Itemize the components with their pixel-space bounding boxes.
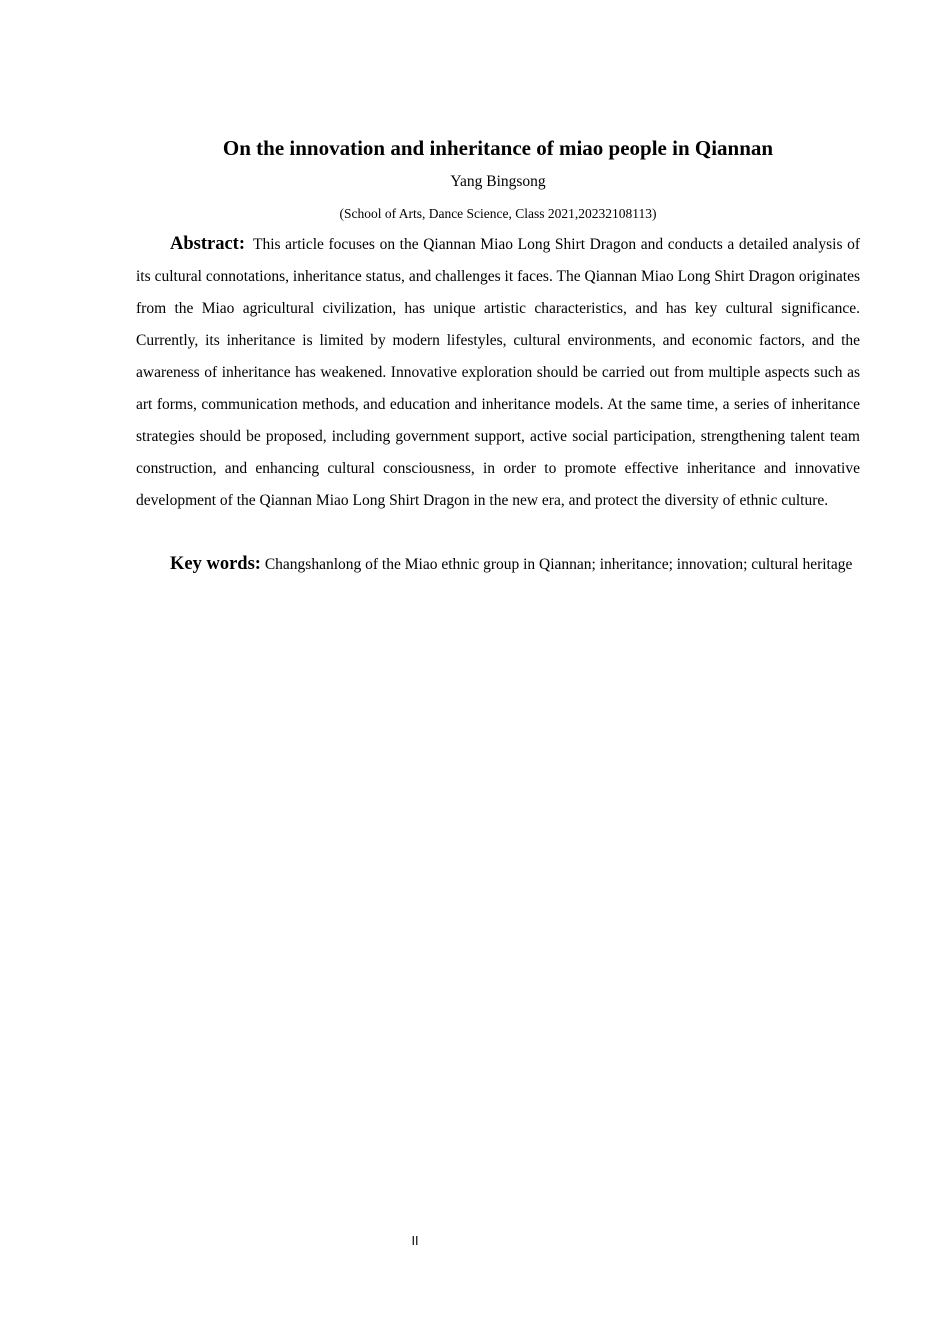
keywords-text: Changshanlong of the Miao ethnic group in Qiannan; inheritance; innovation; cultural heritage xyxy=(264,556,853,573)
abstract-text: This article focuses on the Qiannan Miao Long Shirt Dragon and conducts a detailed analysis of its cultural connotations, inheritance status, and challenges it faces. The Qiannan Miao Long Shirt Dragon originates from the Miao agricultural civilization, has unique artistic characteristics, and has key cultural significance. Currently, its inheritance is limited by modern lifestyles, cultural environments, and economic factors, and the awareness of inheritance has weakened. Innovative exploration should be carried out from multiple aspects such as art forms, communication methods, and education and inheritance models. At the same time, a series of inheritance strategies should be proposed, including government support, active social participation, strengthening talent team construction, and enhancing cultural consciousness, in order to promote effective inheritance and innovative development of the Qiannan Miao Long Shirt Dragon in the new era, and protect the diversity of ethnic culture. xyxy=(136,236,860,509)
keywords-paragraph xyxy=(136,548,860,581)
page-number: II xyxy=(411,1234,419,1248)
author-name: Yang Bingsong xyxy=(450,173,546,190)
paper-title: On the innovation and inheritance of miao people in Qiannan xyxy=(222,136,774,160)
abstract-paragraph xyxy=(136,228,860,517)
abstract-label: Abstract: xyxy=(170,234,246,254)
keywords-label: Key words: xyxy=(170,554,261,574)
author-affiliation: (School of Arts, Dance Science, Class 2021,20232108113) xyxy=(339,206,657,221)
